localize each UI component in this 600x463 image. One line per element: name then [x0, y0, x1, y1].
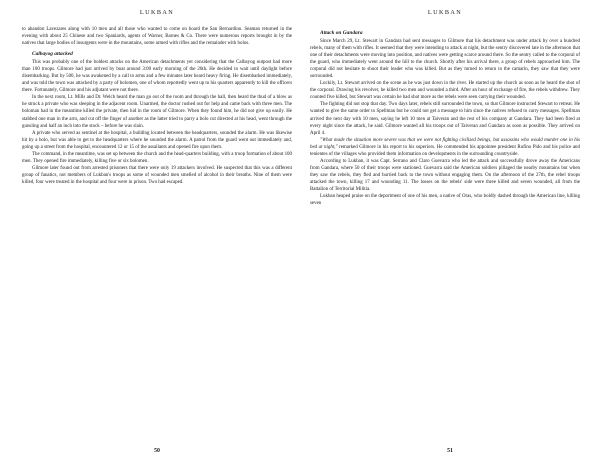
- page-body: [22, 26, 292, 186]
- paragraph: This was probably one of the boldest attacks on the American detachments yet considering that the Calbayog outpost had more than 100 troops. Gilmore had just arrived by boat around 3:00 early morning of the 26th. He decided to wait until daylight before disembarking. But by 500, he was awakened by a call to arms and a few minutes later heard heavy firing. He disembarked immediately, and was told the town was attacked by a party of bolomen, one of whom reportedly went up to his quarters apparently to kill the officers there. Fortunately, Gilmore and his adjutant were not there.: [22, 60, 292, 94]
- paragraph: Luckily, Lt. Stewart arrived on the scene as he was just down in the river. He started up the church as soon as he heard the shot of the corporal. Drawing his revolver, he killed two men and wounded a third. After an hour of exchange of fire, the rebels withdrew. They counted five killed, but Stewart was certain he had shot more as the rebels were seen carrying their wounded.: [310, 81, 580, 101]
- paragraph-with-quote: [310, 137, 580, 158]
- paragraph: Lukban heaped praise on the deportment of one of his men, a native of Oras, who boldly dashed through the American line, killing seven: [310, 194, 580, 207]
- paragraph: Gilmore later found out from arrested prisoners that there were only 19 attackers involved. He suspected that this was a different group of fanatics, not members of Lukban's troops as some of wounded men smelled of alcohol in their breaths. Nine of them were killed, four were treated in the hospital and four were in prison. Two had escaped.: [22, 165, 292, 185]
- paragraph: to abandon Lavezares along with 10 men and all those who wanted to come on board the San Bernardino. Seaman returned in the evening with about 25 Chinese and two Spaniards, agents of Warner, Barnes & Co. There were numerous reports brought in by the natives that large bodies of insurgents were in the mountains, some armed with rifles and the remainder with bolos.: [22, 27, 292, 47]
- paragraph: A private who served as sentinel at the hospital, a building located between the headquarters, sounded the alarm. He was likewise hit by a bolo, but was able to get to the headquarters where he sounded the alarm. A patrol from the guard went out immediately and, going up a street from the hospital, encountered 12 or 15 of the assailants and opened fire upon them.: [22, 130, 292, 150]
- block-quote: "What made the situation more severe was that we were not fighting civilized beings, but assassins who would murder one in his bed at night,": [310, 137, 580, 150]
- page-number: 50: [154, 448, 160, 454]
- running-header: LUKBAN: [427, 9, 463, 16]
- paragraph: According to Lukban, it was Capt. Serrano and Claro Guevarra who led the attack and successfully drove away the Americans from Gandara, where 50 of their troops were stationed. Guevarra said the American soldiers pillaged the nearby mountains but when they saw the rebels, they fled and hurried back to the town without engaging them. On the afternoon of the 27th, the rebel troops attacked the town, killing 17 and wounding 11. The losses on the rebels' side were three killed and seven wounded, all from the Battalion of Territorial Militia.: [310, 158, 580, 192]
- quote-continuation: remarked Gilmore in his report to his superiors. He commended his appointee president Rufino Pido and his police and tenientes of the villages who provided them information on developments in the surrounding countryside.: [310, 144, 580, 157]
- paragraph: The fighting did not stop that day. Two days later, rebels still surrounded the town, so that Gilmore instructed Stewart to retreat. He wanted to give the same order to Spellman but he could not get a message to him since the natives refused to carry messages. Spellman arrived the next day with 10 men, saying he left 10 men at Taiveran and the rest of his company at Gandara. They had been fired at every night since the attack, he said. Gilmore wanted all his troops out of Taiveran and Gandara as soon as possible. They arrived on April 4.: [310, 102, 580, 136]
- page-number: 51: [447, 448, 453, 454]
- paragraph: Since March 29, Lt. Stewart in Gandara had sent messages to Gilmore that his detachment was under attack by over a hundred rebels, many of them with rifles. It seemed that they were intending to attack at night, but the sentry discovered late in the afternoon that one of their detachments were moving into position, and natives were getting scarce around there. So the sentry called to the corporal of the guard, who immediately went around the hill to the church. Shortly after his arrival there, a group of rebels approached him. The corporal did not hesitate to shoot their leader who was killed. But as they turned to return to the camarin, they saw that they were surrounded.: [310, 39, 580, 80]
- section-heading: Calbayog attacked: [32, 51, 73, 58]
- section-heading: Attack on Gandara: [320, 30, 363, 36]
- paragraph: In the next room, Lt. Mills and Dr. Welch heard the man go out of the room and through the hall, then heard the thud of a blow as he struck a private who was sleeping in the adjacent room. Unarmed, the doctor rushed out for help and came back with three men. The boloman had in the meantime killed the private, then hid in the room of Gilmore. When they found him, he did not give up easily. He stabbed one man in the arm, and cut off the finger of another as the latter tried to parry a bolo cut directed at his head, went through the gunsling and half an inch into the stock – before he was slain.: [22, 95, 292, 129]
- page-body: [310, 29, 580, 207]
- right-page: [300, 0, 600, 463]
- paragraph: The command, in the meantime, was set up between the church and the head-quarters building, with a troop formation of about 100 men. They opened fire immediately, killing five or six bolomen.: [22, 151, 292, 164]
- running-header: LUKBAN: [139, 9, 175, 16]
